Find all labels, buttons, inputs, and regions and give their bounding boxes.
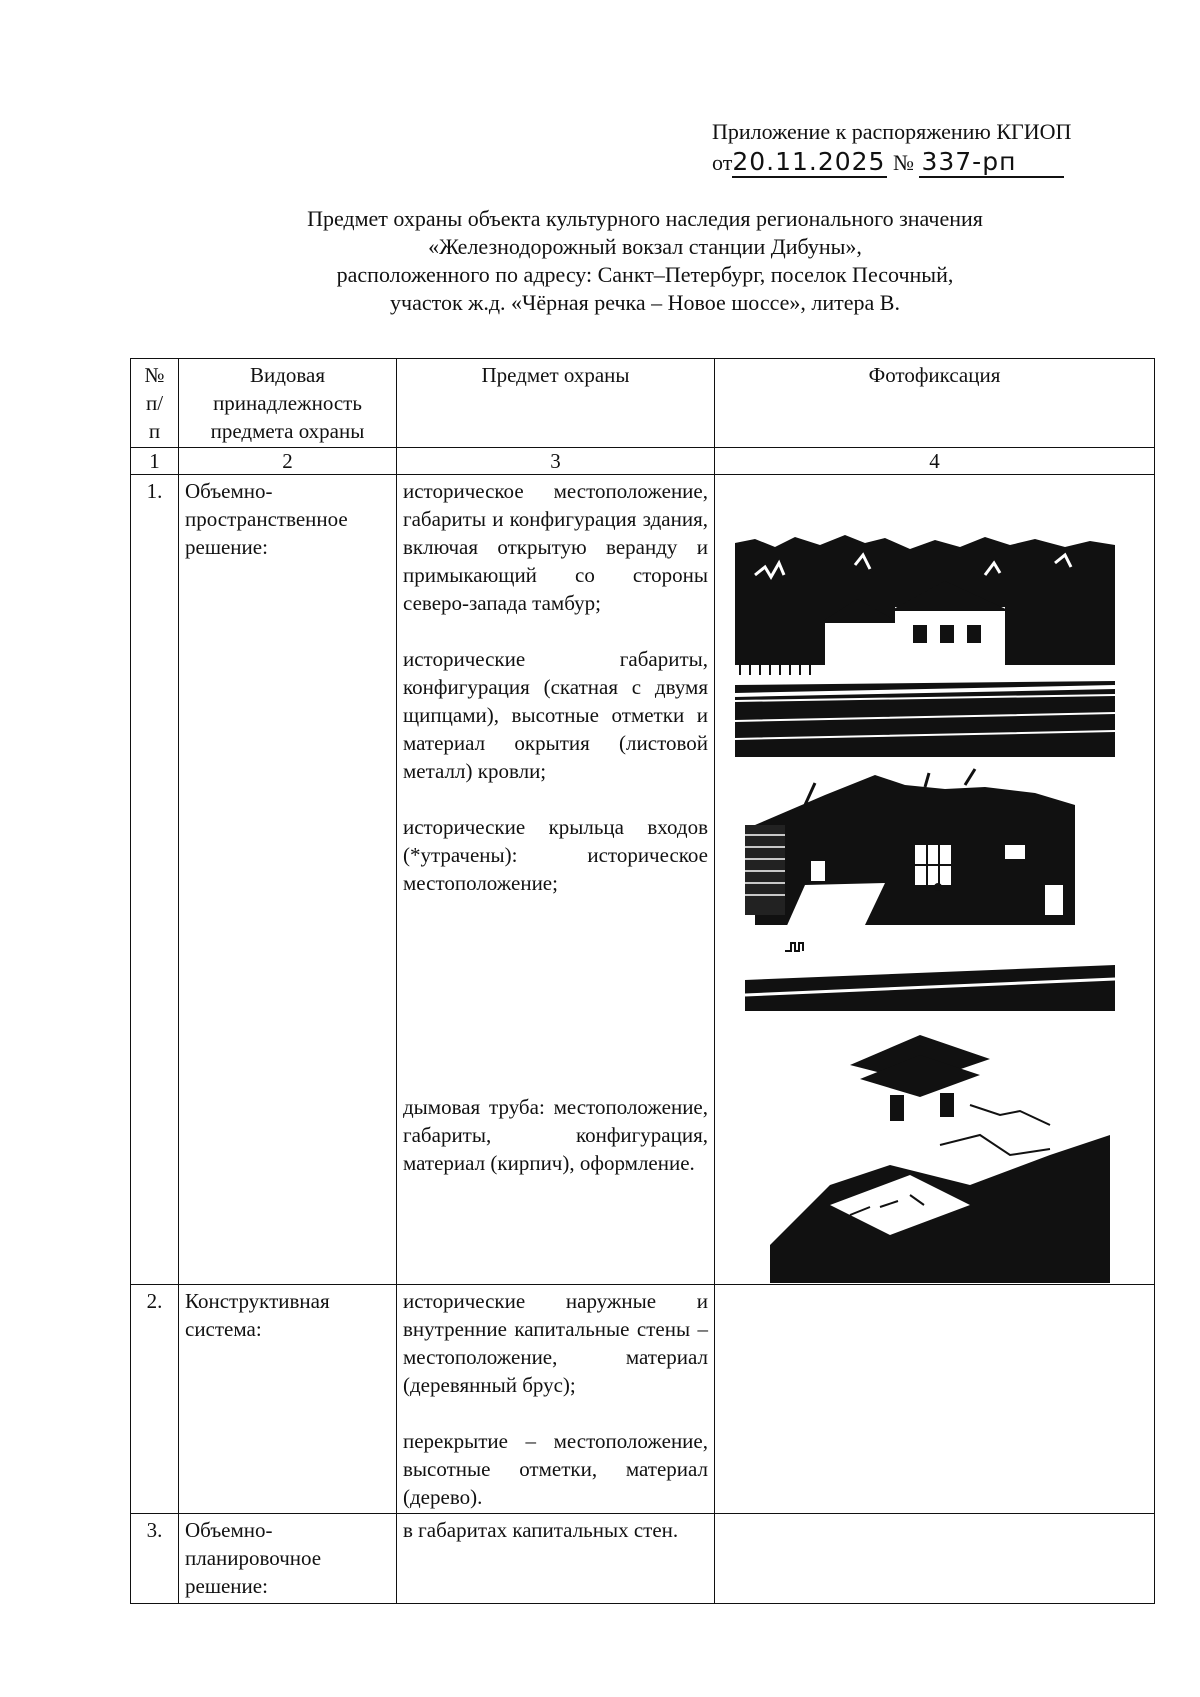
column-number: 3 (397, 448, 715, 475)
header-photo: Фотофиксация (715, 359, 1155, 448)
category-line: Объемно- (185, 1518, 273, 1542)
subject-item: историческое местоположение, габариты и конфигурация здания, включая открытую веранду и примыкающий со стороны северо-запада тамбур; (403, 479, 708, 615)
table-row (131, 1514, 1155, 1604)
order-reference (712, 148, 1064, 178)
header-num (131, 359, 179, 448)
header-num-line: п/ (145, 391, 164, 415)
table-row (131, 1285, 1155, 1514)
category-line: пространственное (185, 507, 348, 531)
category-line: система: (185, 1317, 262, 1341)
category-line: Конструктивная (185, 1289, 330, 1313)
row-photos (715, 1285, 1155, 1514)
row-photos (715, 475, 1155, 1285)
title-line-2: «Железнодорожный вокзал станции Дибуны», (428, 234, 862, 259)
category-line: решение: (185, 535, 268, 559)
date-prefix: от (712, 150, 733, 175)
title-line-3: расположенного по адресу: Санкт–Петербург, поселок Песочный, (336, 262, 954, 287)
column-number: 1 (131, 448, 179, 475)
row-number: 2. (131, 1285, 179, 1514)
header-category-line: предмета охраны (210, 419, 365, 443)
category-line: решение: (185, 1574, 268, 1598)
subject-item: дымовая труба: местоположение, габариты, конфигурация, материал (кирпич), оформление. (403, 1095, 708, 1175)
row-subject (397, 1514, 715, 1604)
header-category-line: принадлежность (213, 391, 362, 415)
row-subject (397, 1285, 715, 1514)
header-num-line: № (144, 363, 165, 387)
protection-table (130, 358, 1155, 1604)
title-line-4: участок ж.д. «Чёрная речка – Новое шоссе», литера В. (390, 290, 900, 315)
order-number: 337-рп (919, 148, 1064, 178)
appendix-line: Приложение к распоряжению КГИОП (712, 119, 1072, 144)
number-prefix: № (892, 150, 914, 175)
chimney-photo (770, 1035, 1110, 1283)
row-category (179, 1514, 397, 1604)
row-photos (715, 1514, 1155, 1604)
subject-item: перекрытие – местоположение, высотные отметки, материал (дерево). (403, 1429, 708, 1509)
header-num-line: п (148, 419, 161, 443)
station-platform-photo (735, 535, 1115, 757)
row-number: 3. (131, 1514, 179, 1604)
subject-item: исторические наружные и внутренние капитальные стены – местоположение, материал (деревянный брус); (403, 1289, 708, 1397)
order-date: 20.11.2025 (732, 147, 886, 176)
row-subject (397, 475, 715, 1285)
header-category-line: Видовая (249, 363, 326, 387)
row-category (179, 475, 397, 1285)
category-line: планировочное (185, 1546, 322, 1570)
header-subject: Предмет охраны (397, 359, 715, 448)
subject-item: исторические крыльца входов (*утрачены): историческое местоположение; (403, 815, 708, 895)
title-line-1: Предмет охраны объекта культурного наследия регионального значения (307, 206, 983, 231)
station-building-archival-photo (745, 765, 1115, 1011)
subject-item: исторические габариты, конфигурация (скатная с двумя щипцами), высотные отметки и материал окрытия (листовой металл) кровли; (403, 647, 708, 783)
row-category (179, 1285, 397, 1514)
row-number: 1. (131, 475, 179, 1285)
column-number-row (131, 448, 1155, 475)
header-category (179, 359, 397, 448)
document-title (220, 205, 1070, 317)
appendix-header (712, 118, 1072, 176)
table-row (131, 475, 1155, 1285)
column-number: 4 (715, 448, 1155, 475)
category-line: Объемно- (185, 479, 273, 503)
column-number: 2 (179, 448, 397, 475)
header-row (131, 359, 1155, 448)
subject-item: в габаритах капитальных стен. (403, 1518, 679, 1542)
